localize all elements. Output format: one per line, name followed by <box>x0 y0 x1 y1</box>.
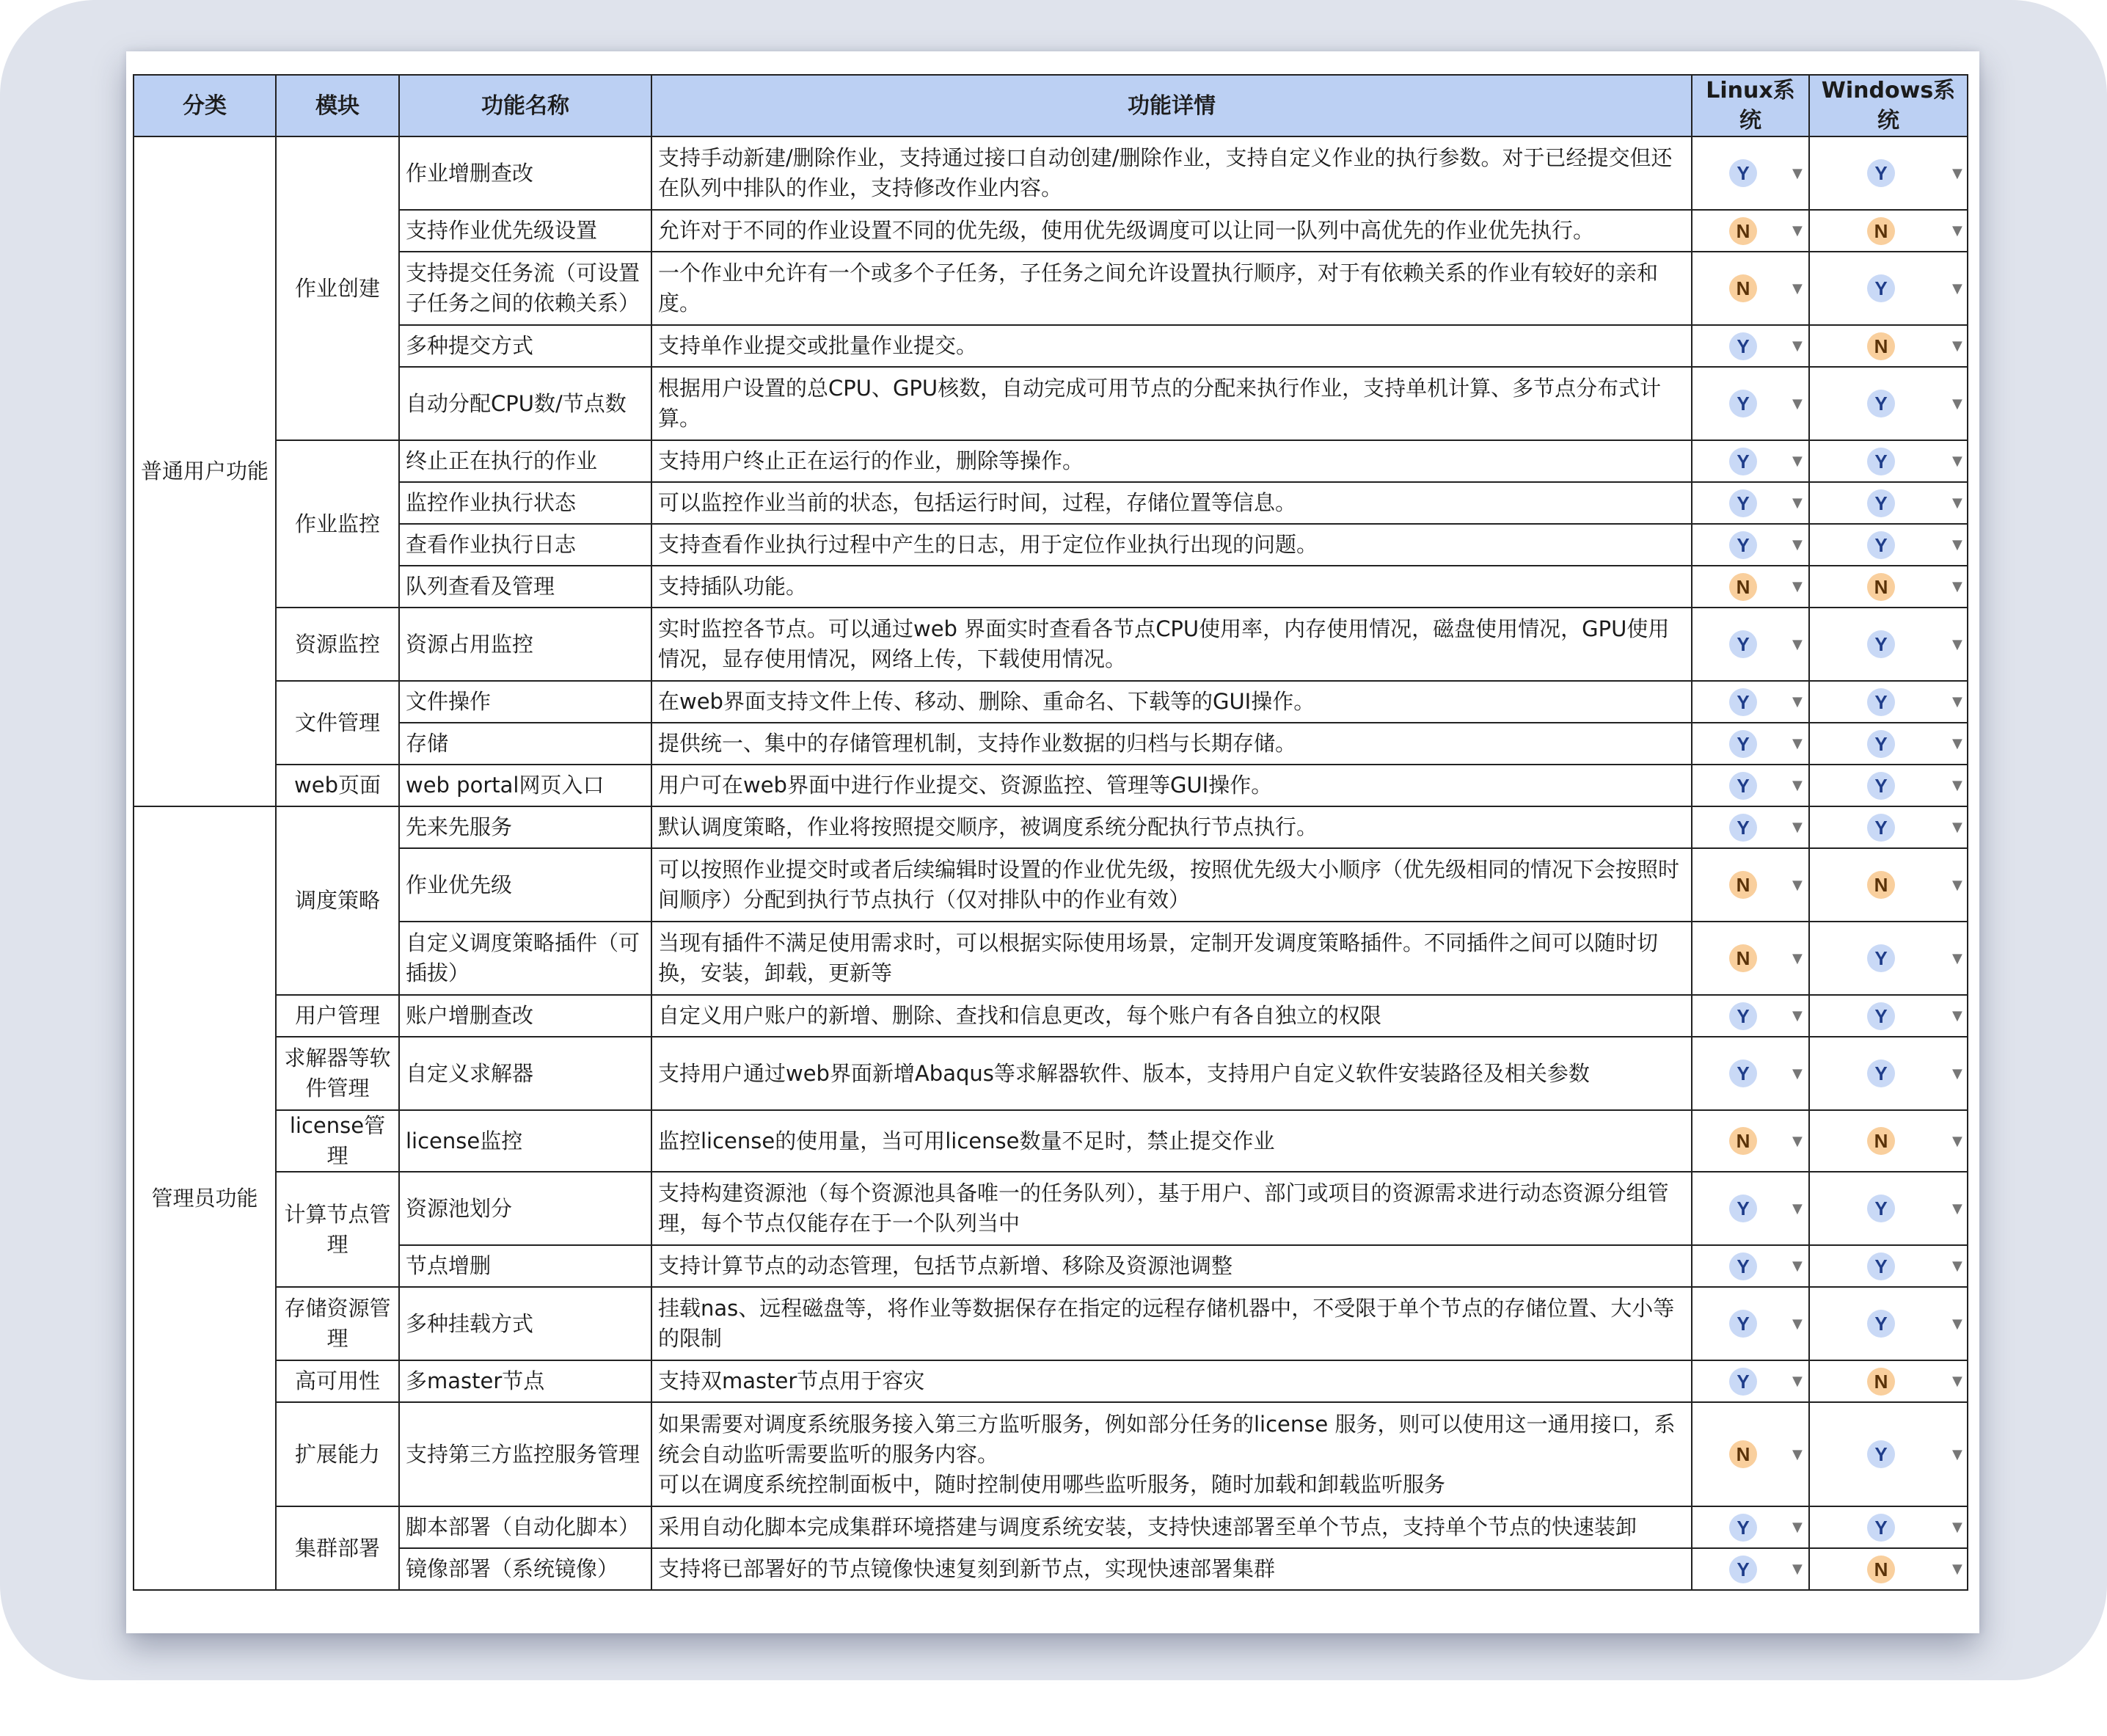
feature-cell: 自动分配CPU数/节点数 <box>399 367 651 440</box>
header-detail: 功能详情 <box>651 75 1692 136</box>
windows-select[interactable] <box>1809 765 1968 806</box>
table-row <box>134 1402 1968 1506</box>
detail-cell: 支持用户通过web界面新增Abaqus等求解器软件、版本，支持用户自定义软件安装路径及相关参数 <box>651 1037 1692 1110</box>
feature-cell: 资源占用监控 <box>399 608 651 681</box>
linux-select[interactable] <box>1692 367 1809 440</box>
dropdown-caret-icon[interactable]: ▼ <box>1792 736 1803 751</box>
windows-select[interactable] <box>1809 367 1968 440</box>
linux-value-badge: Y <box>1729 390 1757 417</box>
feature-cell: 多种提交方式 <box>399 325 651 367</box>
dropdown-caret-icon[interactable]: ▼ <box>1952 1008 1962 1024</box>
linux-value-badge: Y <box>1729 159 1757 187</box>
windows-select[interactable] <box>1809 482 1968 524</box>
table-row <box>134 1245 1968 1287</box>
windows-select[interactable] <box>1809 1037 1968 1110</box>
dropdown-caret-icon[interactable]: ▼ <box>1952 1561 1962 1577</box>
linux-select[interactable] <box>1692 136 1809 210</box>
windows-value-badge: Y <box>1867 1195 1895 1222</box>
windows-value-badge: Y <box>1867 688 1895 716</box>
module-cell: 作业监控 <box>276 440 399 608</box>
windows-select[interactable] <box>1809 252 1968 325</box>
category-cell: 普通用户功能 <box>134 136 276 806</box>
dropdown-caret-icon[interactable]: ▼ <box>1792 877 1803 893</box>
dropdown-caret-icon[interactable]: ▼ <box>1792 280 1803 296</box>
dropdown-caret-icon[interactable]: ▼ <box>1792 778 1803 793</box>
dropdown-caret-icon[interactable]: ▼ <box>1792 1374 1803 1389</box>
windows-value-badge: Y <box>1867 730 1895 758</box>
module-cell: 高可用性 <box>276 1360 399 1402</box>
windows-select[interactable] <box>1809 922 1968 995</box>
dropdown-caret-icon[interactable]: ▼ <box>1952 778 1962 793</box>
linux-value-badge: Y <box>1729 531 1757 559</box>
table-row <box>134 922 1968 995</box>
module-cell: web页面 <box>276 765 399 806</box>
linux-select[interactable] <box>1692 440 1809 482</box>
dropdown-caret-icon[interactable]: ▼ <box>1952 694 1962 710</box>
module-cell: 扩展能力 <box>276 1402 399 1506</box>
dropdown-caret-icon[interactable]: ▼ <box>1792 165 1803 181</box>
feature-cell: web portal网页入口 <box>399 765 651 806</box>
windows-select[interactable] <box>1809 210 1968 252</box>
detail-cell: 可以监控作业当前的状态，包括运行时间，过程，存储位置等信息。 <box>651 482 1692 524</box>
linux-value-badge: N <box>1729 1127 1757 1155</box>
feature-cell: 作业增删查改 <box>399 136 651 210</box>
windows-select[interactable] <box>1809 440 1968 482</box>
table-row <box>134 1172 1968 1245</box>
windows-select[interactable] <box>1809 524 1968 566</box>
header-row <box>134 75 1968 136</box>
linux-select[interactable] <box>1692 482 1809 524</box>
windows-select[interactable] <box>1809 1360 1968 1402</box>
detail-cell: 支持构建资源池（每个资源池具备唯一的任务队列），基于用户、部门或项目的资源需求进行动态资源分组管理，每个节点仅能存在于一个队列当中 <box>651 1172 1692 1245</box>
table-row <box>134 524 1968 566</box>
windows-value-badge: Y <box>1867 1002 1895 1030</box>
feature-cell: 节点增删 <box>399 1245 651 1287</box>
table-row <box>134 252 1968 325</box>
windows-value-badge: N <box>1867 871 1895 899</box>
linux-value-badge: N <box>1729 274 1757 302</box>
linux-select[interactable] <box>1692 524 1809 566</box>
linux-value-badge: Y <box>1729 448 1757 475</box>
linux-value-badge: Y <box>1729 630 1757 658</box>
detail-cell: 默认调度策略，作业将按照提交顺序，被调度系统分配执行节点执行。 <box>651 806 1692 848</box>
linux-value-badge: Y <box>1729 1060 1757 1087</box>
detail-cell: 在web界面支持文件上传、移动、删除、重命名、下载等的GUI操作。 <box>651 681 1692 723</box>
feature-cell: 脚本部署（自动化脚本） <box>399 1506 651 1548</box>
windows-select[interactable] <box>1809 1172 1968 1245</box>
windows-select[interactable] <box>1809 1287 1968 1360</box>
dropdown-caret-icon[interactable]: ▼ <box>1952 1065 1962 1082</box>
detail-cell: 支持插队功能。 <box>651 566 1692 608</box>
detail-cell: 允许对于不同的作业设置不同的优先级，使用优先级调度可以让同一队列中高优先的作业优先执行。 <box>651 210 1692 252</box>
dropdown-caret-icon[interactable]: ▼ <box>1952 950 1962 966</box>
feature-cell: 监控作业执行状态 <box>399 482 651 524</box>
windows-value-badge: Y <box>1867 1310 1895 1338</box>
dropdown-caret-icon[interactable]: ▼ <box>1792 1008 1803 1024</box>
header-windows: Windows系统 <box>1809 75 1968 136</box>
dropdown-caret-icon[interactable]: ▼ <box>1952 1446 1962 1462</box>
dropdown-caret-icon[interactable]: ▼ <box>1952 877 1962 893</box>
module-cell: 作业创建 <box>276 136 399 440</box>
windows-select[interactable] <box>1809 723 1968 765</box>
windows-value-badge: Y <box>1867 814 1895 842</box>
windows-value-badge: Y <box>1867 531 1895 559</box>
detail-cell: 根据用户设置的总CPU、GPU核数，自动完成可用节点的分配来执行作业，支持单机计算、多节点分布式计算。 <box>651 367 1692 440</box>
table-row <box>134 681 1968 723</box>
windows-value-badge: N <box>1867 573 1895 601</box>
windows-select[interactable] <box>1809 848 1968 922</box>
windows-value-badge: Y <box>1867 1514 1895 1542</box>
dropdown-caret-icon[interactable]: ▼ <box>1792 1258 1803 1274</box>
windows-select[interactable] <box>1809 1110 1968 1172</box>
module-cell: 调度策略 <box>276 806 399 995</box>
dropdown-caret-icon[interactable]: ▼ <box>1792 1316 1803 1332</box>
windows-select[interactable] <box>1809 608 1968 681</box>
linux-select[interactable] <box>1692 848 1809 922</box>
linux-select[interactable] <box>1692 681 1809 723</box>
feature-cell: 镜像部署（系统镜像） <box>399 1548 651 1590</box>
feature-cell: license监控 <box>399 1110 651 1172</box>
detail-cell <box>651 1402 1692 1506</box>
dropdown-caret-icon[interactable]: ▼ <box>1792 1200 1803 1217</box>
detail-cell: 实时监控各节点。可以通过web 界面实时查看各节点CPU使用率，内存使用情况，磁盘使用情况，GPU使用情况，显存使用情况，网络上传，下载使用情况。 <box>651 608 1692 681</box>
dropdown-caret-icon[interactable]: ▼ <box>1792 694 1803 710</box>
detail-cell: 支持双master节点用于容灾 <box>651 1360 1692 1402</box>
linux-select[interactable] <box>1692 806 1809 848</box>
detail-cell: 支持计算节点的动态管理，包括节点新增、移除及资源池调整 <box>651 1245 1692 1287</box>
table-row <box>134 440 1968 482</box>
table-row <box>134 1110 1968 1172</box>
windows-value-badge: Y <box>1867 944 1895 972</box>
dropdown-caret-icon[interactable]: ▼ <box>1952 736 1962 751</box>
feature-comparison-table <box>133 74 1968 1591</box>
linux-value-badge: Y <box>1729 772 1757 800</box>
linux-value-badge: Y <box>1729 332 1757 360</box>
linux-value-badge: Y <box>1729 1195 1757 1222</box>
table-row <box>134 848 1968 922</box>
linux-select[interactable] <box>1692 566 1809 608</box>
feature-cell: 自定义调度策略插件（可插拔） <box>399 922 651 995</box>
dropdown-caret-icon[interactable]: ▼ <box>1952 537 1962 552</box>
linux-value-badge: Y <box>1729 1514 1757 1542</box>
feature-cell: 资源池划分 <box>399 1172 651 1245</box>
windows-select[interactable] <box>1809 806 1968 848</box>
dropdown-caret-icon[interactable]: ▼ <box>1952 1133 1962 1149</box>
module-cell: 用户管理 <box>276 995 399 1037</box>
windows-select[interactable] <box>1809 995 1968 1037</box>
linux-value-badge: N <box>1729 871 1757 899</box>
table-row <box>134 136 1968 210</box>
module-cell: 存储资源管理 <box>276 1287 399 1360</box>
dropdown-caret-icon[interactable]: ▼ <box>1952 453 1962 469</box>
dropdown-caret-icon[interactable]: ▼ <box>1952 1316 1962 1332</box>
windows-value-badge: Y <box>1867 1060 1895 1087</box>
windows-value-badge: N <box>1867 332 1895 360</box>
windows-select[interactable] <box>1809 566 1968 608</box>
linux-select[interactable] <box>1692 1245 1809 1287</box>
table-row <box>134 1548 1968 1590</box>
dropdown-caret-icon[interactable]: ▼ <box>1952 579 1962 594</box>
windows-value-badge: Y <box>1867 630 1895 658</box>
linux-value-badge: Y <box>1729 814 1757 842</box>
linux-select[interactable] <box>1692 765 1809 806</box>
windows-value-badge: N <box>1867 1556 1895 1583</box>
detail-cell: 当现有插件不满足使用需求时，可以根据实际使用场景，定制开发调度策略插件。不同插件之间可以随时切换，安装，卸载，更新等 <box>651 922 1692 995</box>
module-cell: 计算节点管理 <box>276 1172 399 1287</box>
linux-value-badge: Y <box>1729 489 1757 517</box>
windows-value-badge: Y <box>1867 489 1895 517</box>
table-row <box>134 765 1968 806</box>
linux-select[interactable] <box>1692 1287 1809 1360</box>
dropdown-caret-icon[interactable]: ▼ <box>1952 636 1962 652</box>
feature-cell: 支持提交任务流（可设置子任务之间的依赖关系） <box>399 252 651 325</box>
module-cell: 求解器等软件管理 <box>276 1037 399 1110</box>
linux-select[interactable] <box>1692 608 1809 681</box>
table-row <box>134 995 1968 1037</box>
windows-select[interactable] <box>1809 1245 1968 1287</box>
dropdown-caret-icon[interactable]: ▼ <box>1792 338 1803 354</box>
linux-value-badge: Y <box>1729 1368 1757 1396</box>
dropdown-caret-icon[interactable]: ▼ <box>1792 820 1803 835</box>
linux-value-badge: Y <box>1729 688 1757 716</box>
table-row <box>134 566 1968 608</box>
table-row <box>134 1287 1968 1360</box>
dropdown-caret-icon[interactable]: ▼ <box>1952 165 1962 181</box>
windows-value-badge: Y <box>1867 274 1895 302</box>
header-module: 模块 <box>276 75 399 136</box>
linux-select[interactable] <box>1692 210 1809 252</box>
linux-value-badge: N <box>1729 217 1757 245</box>
dropdown-caret-icon[interactable]: ▼ <box>1952 280 1962 296</box>
windows-select[interactable] <box>1809 325 1968 367</box>
dropdown-caret-icon[interactable]: ▼ <box>1952 1258 1962 1274</box>
header-category: 分类 <box>134 75 276 136</box>
dropdown-caret-icon[interactable]: ▼ <box>1952 1374 1962 1389</box>
dropdown-caret-icon[interactable]: ▼ <box>1952 820 1962 835</box>
feature-cell: 账户增删查改 <box>399 995 651 1037</box>
windows-value-badge: Y <box>1867 1252 1895 1280</box>
dropdown-caret-icon[interactable]: ▼ <box>1792 579 1803 594</box>
feature-cell: 作业优先级 <box>399 848 651 922</box>
linux-value-badge: Y <box>1729 1002 1757 1030</box>
detail-cell: 支持将已部署好的节点镜像快速复刻到新节点，实现快速部署集群 <box>651 1548 1692 1590</box>
feature-cell: 多master节点 <box>399 1360 651 1402</box>
dropdown-caret-icon[interactable]: ▼ <box>1792 495 1803 511</box>
detail-cell: 可以按照作业提交时或者后续编辑时设置的作业优先级，按照优先级大小顺序（优先级相同的情况下会按照时间顺序）分配到执行节点执行（仅对排队中的作业有效） <box>651 848 1692 922</box>
detail-line: 如果需要对调度系统服务接入第三方监听服务，例如部分任务的license 服务，则可以使用这一通用接口，系统会自动监听需要监听的服务内容。 <box>658 1411 1676 1467</box>
linux-select[interactable] <box>1692 1506 1809 1548</box>
linux-value-badge: N <box>1729 944 1757 972</box>
table-row <box>134 325 1968 367</box>
feature-cell: 队列查看及管理 <box>399 566 651 608</box>
linux-select[interactable] <box>1692 723 1809 765</box>
windows-value-badge: Y <box>1867 390 1895 417</box>
table-row <box>134 806 1968 848</box>
dropdown-caret-icon[interactable]: ▼ <box>1952 495 1962 511</box>
module-cell: 集群部署 <box>276 1506 399 1590</box>
dropdown-caret-icon[interactable]: ▼ <box>1952 1200 1962 1217</box>
linux-value-badge: Y <box>1729 1252 1757 1280</box>
table-row <box>134 1360 1968 1402</box>
windows-select[interactable] <box>1809 1506 1968 1548</box>
dropdown-caret-icon[interactable]: ▼ <box>1792 1133 1803 1149</box>
dropdown-caret-icon[interactable]: ▼ <box>1792 537 1803 552</box>
feature-cell: 存储 <box>399 723 651 765</box>
linux-select[interactable] <box>1692 1172 1809 1245</box>
dropdown-caret-icon[interactable]: ▼ <box>1792 1065 1803 1082</box>
detail-cell: 支持查看作业执行过程中产生的日志，用于定位作业执行出现的问题。 <box>651 524 1692 566</box>
dropdown-caret-icon[interactable]: ▼ <box>1792 395 1803 412</box>
windows-value-badge: Y <box>1867 1440 1895 1468</box>
dropdown-caret-icon[interactable]: ▼ <box>1792 1446 1803 1462</box>
windows-value-badge: N <box>1867 217 1895 245</box>
linux-value-badge: Y <box>1729 1310 1757 1338</box>
header-linux: Linux系统 <box>1692 75 1809 136</box>
module-cell: license管理 <box>276 1110 399 1172</box>
table-row <box>134 608 1968 681</box>
windows-select[interactable] <box>1809 681 1968 723</box>
detail-cell: 自定义用户账户的新增、删除、查找和信息更改，每个账户有各自独立的权限 <box>651 995 1692 1037</box>
table-row <box>134 1037 1968 1110</box>
feature-cell: 自定义求解器 <box>399 1037 651 1110</box>
linux-value-badge: Y <box>1729 1556 1757 1583</box>
dropdown-caret-icon[interactable]: ▼ <box>1792 636 1803 652</box>
windows-value-badge: Y <box>1867 772 1895 800</box>
feature-cell: 支持第三方监控服务管理 <box>399 1402 651 1506</box>
detail-cell: 提供统一、集中的存储管理机制，支持作业数据的归档与长期存储。 <box>651 723 1692 765</box>
linux-select[interactable] <box>1692 1402 1809 1506</box>
windows-value-badge: Y <box>1867 448 1895 475</box>
linux-select[interactable] <box>1692 325 1809 367</box>
linux-select[interactable] <box>1692 922 1809 995</box>
windows-value-badge: Y <box>1867 159 1895 187</box>
windows-value-badge: N <box>1867 1127 1895 1155</box>
linux-select[interactable] <box>1692 1548 1809 1590</box>
linux-select[interactable] <box>1692 1110 1809 1172</box>
feature-cell: 多种挂载方式 <box>399 1287 651 1360</box>
dropdown-caret-icon[interactable]: ▼ <box>1792 1561 1803 1577</box>
dropdown-caret-icon[interactable]: ▼ <box>1952 338 1962 354</box>
detail-cell: 监控license的使用量，当可用license数量不足时，禁止提交作业 <box>651 1110 1692 1172</box>
detail-cell: 支持用户终止正在运行的作业，删除等操作。 <box>651 440 1692 482</box>
dropdown-caret-icon[interactable]: ▼ <box>1952 395 1962 412</box>
module-cell: 文件管理 <box>276 681 399 765</box>
detail-cell: 采用自动化脚本完成集群环境搭建与调度系统安装，支持快速部署至单个节点，支持单个节点的快速装卸 <box>651 1506 1692 1548</box>
detail-cell: 用户可在web界面中进行作业提交、资源监控、管理等GUI操作。 <box>651 765 1692 806</box>
linux-value-badge: N <box>1729 573 1757 601</box>
module-cell: 资源监控 <box>276 608 399 681</box>
linux-select[interactable] <box>1692 252 1809 325</box>
table-row <box>134 723 1968 765</box>
linux-select[interactable] <box>1692 995 1809 1037</box>
dropdown-caret-icon[interactable]: ▼ <box>1792 950 1803 966</box>
detail-cell: 支持单作业提交或批量作业提交。 <box>651 325 1692 367</box>
feature-cell: 终止正在执行的作业 <box>399 440 651 482</box>
detail-cell: 挂载nas、远程磁盘等，将作业等数据保存在指定的远程存储机器中，不受限于单个节点的存储位置、大小等的限制 <box>651 1287 1692 1360</box>
header-feature: 功能名称 <box>399 75 651 136</box>
dropdown-caret-icon[interactable]: ▼ <box>1792 223 1803 238</box>
linux-value-badge: Y <box>1729 730 1757 758</box>
dropdown-caret-icon[interactable]: ▼ <box>1792 453 1803 469</box>
detail-cell: 支持手动新建/删除作业，支持通过接口自动创建/删除作业，支持自定义作业的执行参数。对于已经提交但还在队列中排队的作业，支持修改作业内容。 <box>651 136 1692 210</box>
windows-select[interactable] <box>1809 136 1968 210</box>
linux-value-badge: N <box>1729 1440 1757 1468</box>
dropdown-caret-icon[interactable]: ▼ <box>1952 223 1962 238</box>
feature-cell: 先来先服务 <box>399 806 651 848</box>
detail-cell: 一个作业中允许有一个或多个子任务，子任务之间允许设置执行顺序，对于有依赖关系的作业有较好的亲和度。 <box>651 252 1692 325</box>
feature-cell: 支持作业优先级设置 <box>399 210 651 252</box>
dropdown-caret-icon[interactable]: ▼ <box>1792 1520 1803 1535</box>
dropdown-caret-icon[interactable]: ▼ <box>1952 1520 1962 1535</box>
category-cell: 管理员功能 <box>134 806 276 1590</box>
linux-select[interactable] <box>1692 1360 1809 1402</box>
table-row <box>134 367 1968 440</box>
table-row <box>134 210 1968 252</box>
table-row <box>134 482 1968 524</box>
feature-cell: 查看作业执行日志 <box>399 524 651 566</box>
detail-line: 可以在调度系统控制面板中，随时控制使用哪些监听服务，随时加载和卸载监听服务 <box>658 1471 1446 1497</box>
windows-select[interactable] <box>1809 1402 1968 1506</box>
linux-select[interactable] <box>1692 1037 1809 1110</box>
feature-cell: 文件操作 <box>399 681 651 723</box>
table-row <box>134 1506 1968 1548</box>
windows-value-badge: N <box>1867 1368 1895 1396</box>
windows-select[interactable] <box>1809 1548 1968 1590</box>
